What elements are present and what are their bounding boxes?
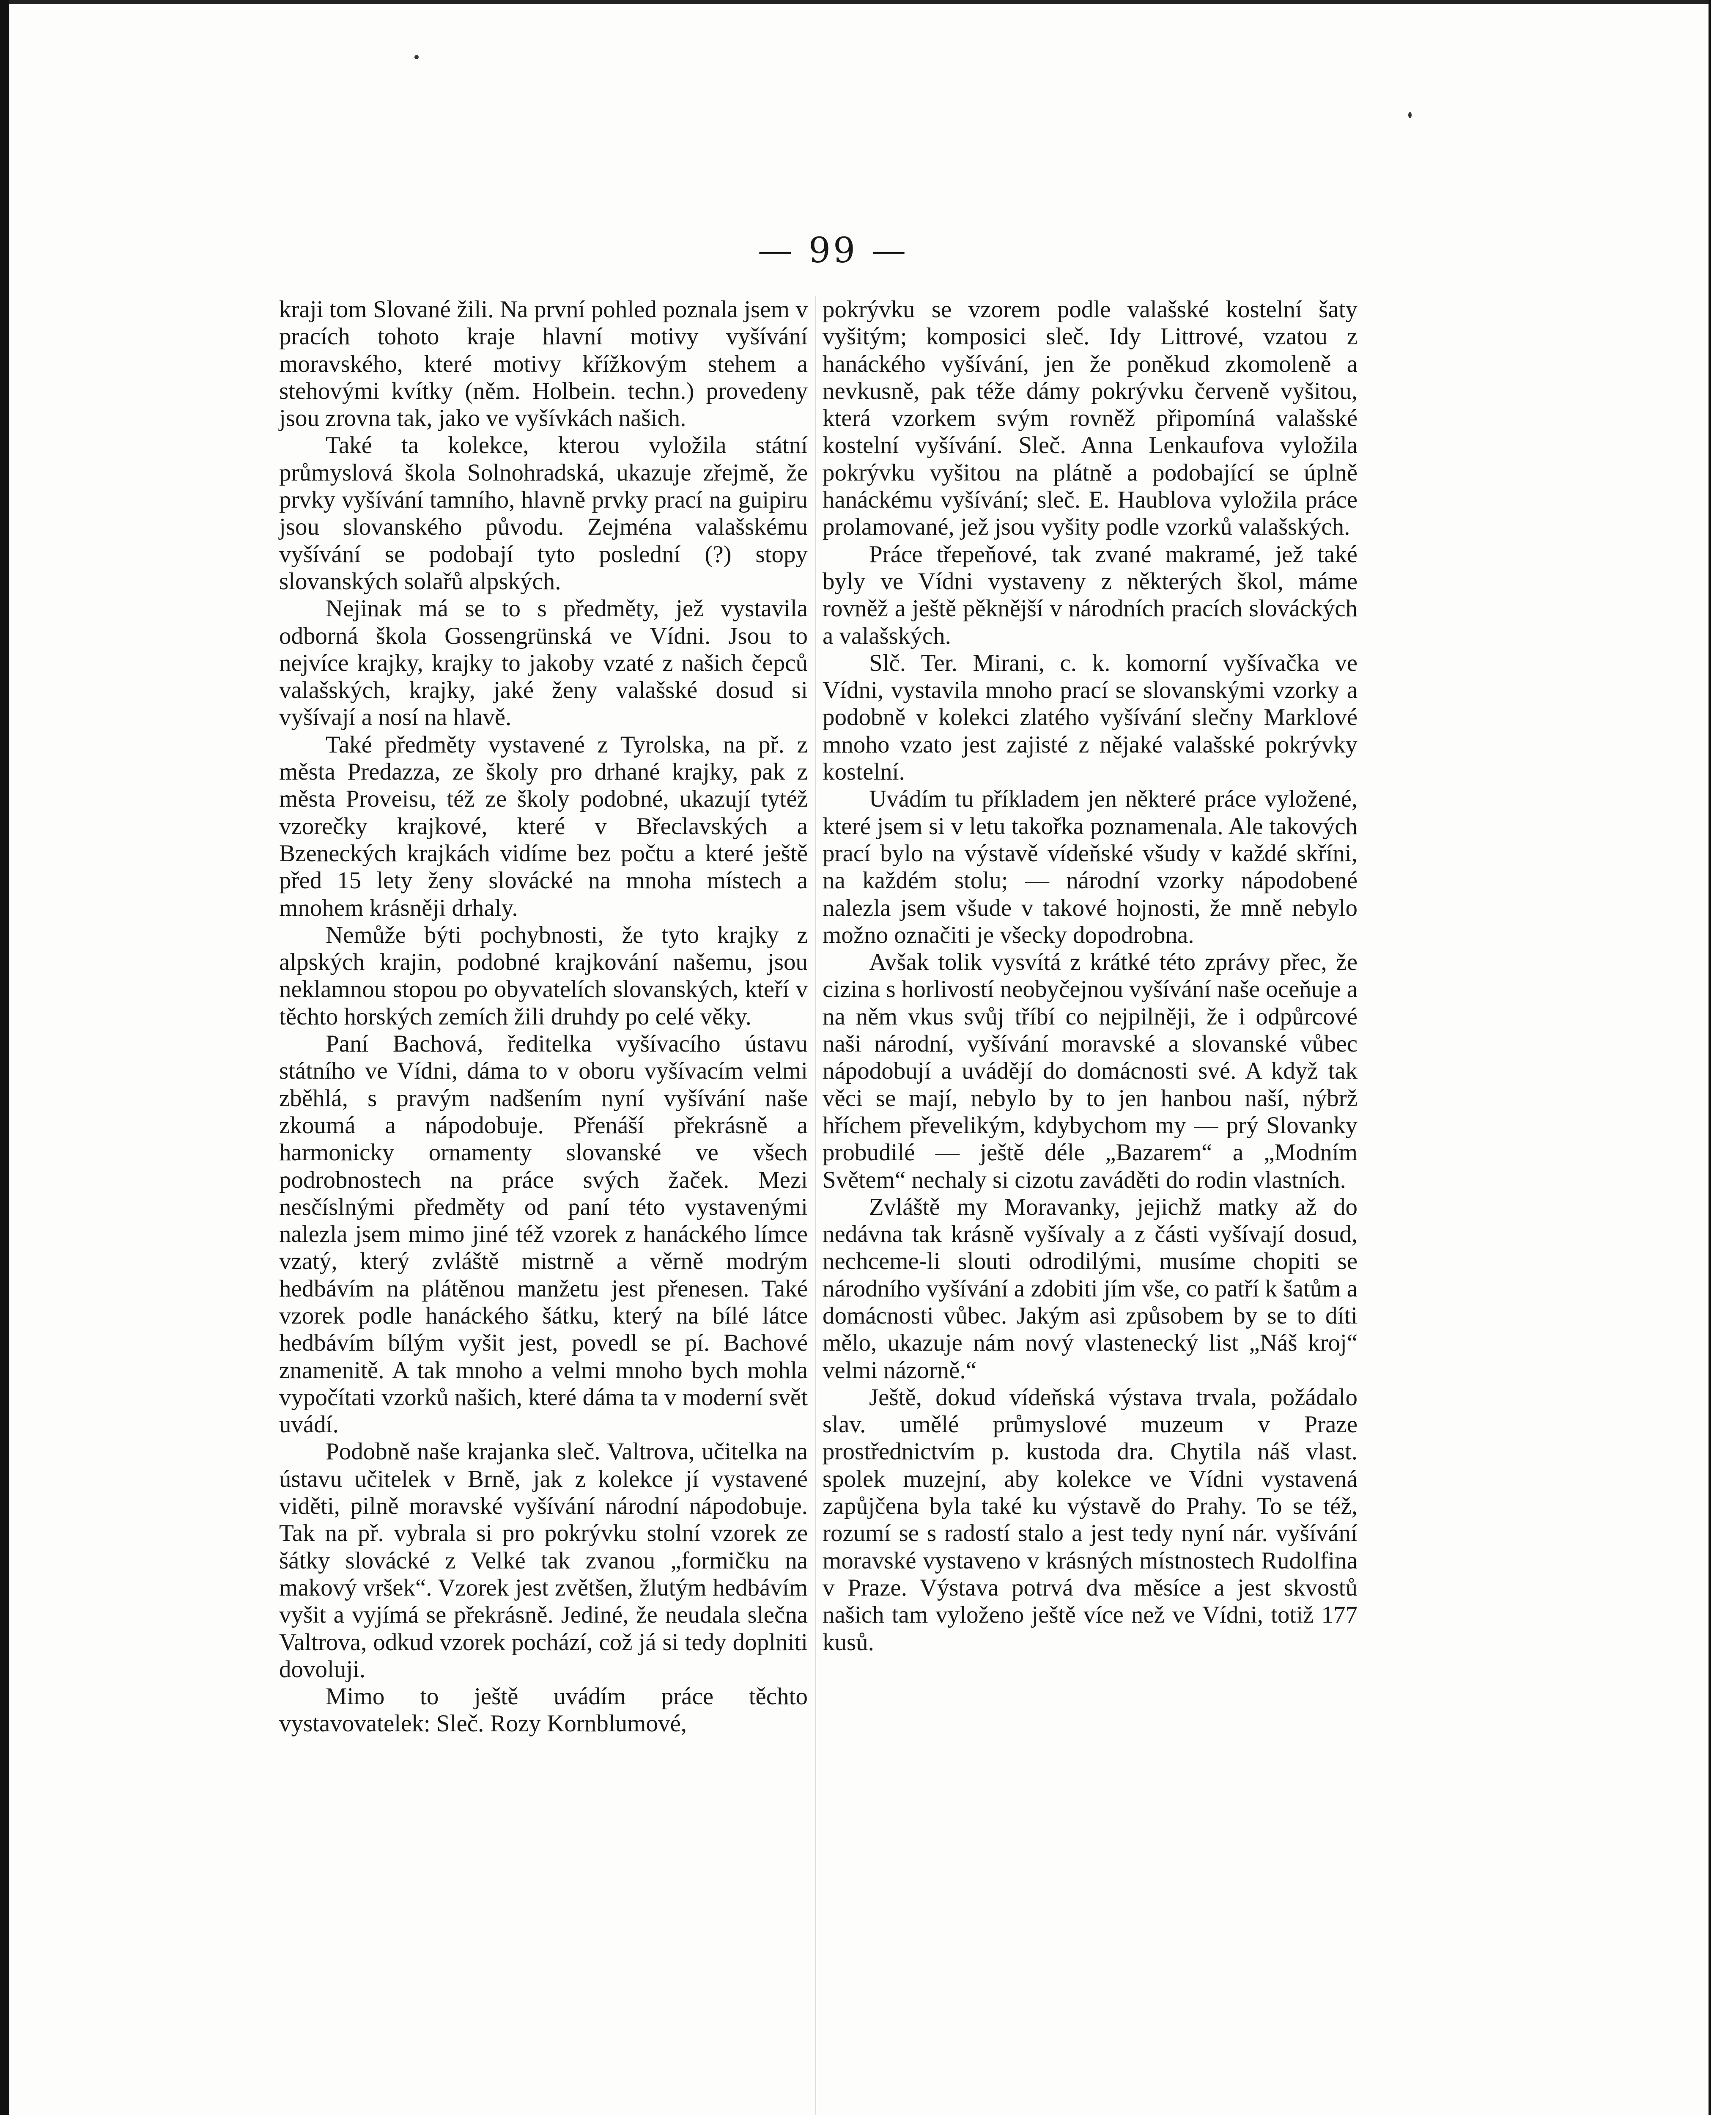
scan-edge-top [0,0,1736,4]
right-paragraph-3: Slč. Ter. Mirani, c. k. komorní vyšívačka ve Vídni, vystavila mnoho prací se slovanskými vzorky a podobně v kolekci zlatého vyšívání slečny Marklové mnoho vzato jest zajisté z nějaké valašské pokrývky kostelní. [823,649,1358,786]
page-number: — 99 — [757,231,909,271]
scan-speck [414,55,419,59]
left-paragraph-3: Nejinak má se to s předměty, jež vystavila odborná škola Gossengrünská ve Vídni. Jsou to nejvíce krajky, krajky to jakoby vzaté z našich čepců valašských, krajky, jaké ženy valašské dosud si vyšívají a nosí na hlavě. [279,595,808,731]
left-paragraph-1: kraji tom Slované žili. Na první pohled poznala jsem v pracích tohoto kraje hlavní motivy vyšívání moravského, které motivy křížkovým stehem a stehovými kvítky (něm. Holbein. techn.) provedeny jsou zrovna tak, jako ve vyšívkách našich. [279,296,808,432]
left-paragraph-6: Paní Bachová, ředitelka vyšívacího ústavu státního ve Vídni, dáma to v oboru vyšívacím velmi zběhlá, s pravým nadšením nyní vyšívání naše zkoumá a nápodobuje. Přenáší překrásně a harmonicky ornamenty slovanské ve všech podrobnostech na práce svých žaček. Mezi nesčíslnými předměty od paní této vystavenými nalezla jsem mimo jiné též vzorek z hanáckého límce vzatý, který zvláště mistrně a věrně modrým hedbávím na plátěnou manžetu jest přenesen. Také vzorek podle hanáckého šátku, který na bílé látce hedbávím bílým vyšit jest, povedl se pí. Bachové znamenitě. A tak mnoho a velmi mnoho bych mohla vypočítati vzorků našich, které dáma ta v moderní svět uvádí. [279,1030,808,1438]
left-paragraph-7: Podobně naše krajanka sleč. Valtrova, učitelka na ústavu učitelek v Brně, jak z kolekce jí vystavené viděti, pilně moravské vyšívání národní nápodobuje. Tak na př. vybrala si pro pokrývku stolní vzorek ze šátky slovácké z Velké tak zvanou „formičku na makový vršek“. Vzorek jest zvětšen, žlutým hedbávím vyšit a vyjímá se překrásně. Jediné, že neudala slečna Valtrova, odkud vzorek pochází, což já si tedy doplniti dovoluji. [279,1438,808,1683]
right-paragraph-7: Ještě, dokud vídeňská výstava trvala, požádalo slav. umělé průmyslové muzeum v Praze prostřednictvím p. kustoda dra. Chytila náš vlast. spolek muzejní, aby kolekce ve Vídni vystavená zapůjčena byla také ku výstavě do Prahy. To se též, rozumí se s radostí stalo a jest tedy nyní nár. vyšívání moravské vystaveno v krásných místnostech Rudolfina v Praze. Výstava potrvá dva měsíce a jest skvostů našich tam vyloženo ještě více než ve Vídni, totiž 177 kusů. [823,1384,1358,1656]
column-divider [815,296,816,2115]
left-paragraph-4: Také předměty vystavené z Tyrolska, na př. z města Predazza, ze školy pro drhané krajky, pak z města Proveisu, též ze školy podobné, ukazují tytéž vzorečky krajkové, které v Břeclavských a Bzeneckých krajkách vidíme bez počtu a které ještě před 15 lety ženy slovácké na mnoha místech a mnohem krásněji drhaly. [279,731,808,921]
scan-edge-left [0,0,9,2115]
scan-speck [1408,112,1412,118]
left-paragraph-5: Nemůže býti pochybnosti, že tyto krajky z alpských krajin, podobné krajkování našemu, jsou neklamnou stopou po obyvatelích slovanských, kteří v těchto horských zemích žili druhdy po celé věky. [279,921,808,1030]
right-paragraph-4: Uvádím tu příkladem jen některé práce vyložené, které jsem si v letu takořka poznamenala. Ale takových prací bylo na výstavě vídeňské všudy v každé skříni, na každém stolu; — národní vzorky nápodobené nalezla jsem všude v takové hojnosti, že mně nebylo možno označiti je všecky dopodrobna. [823,786,1358,948]
right-paragraph-6: Zvláště my Moravanky, jejichž matky až do nedávna tak krásně vyšívaly a z části vyšívají dosud, nechceme-li slouti odrodilými, musíme chopiti se národního vyšívání a zdobiti jím vše, co patří k šatům a domácnosti vůbec. Jakým asi způsobem by se to díti mělo, ukazuje nám nový vlastenecký list „Náš kroj“ velmi názorně.“ [823,1193,1358,1384]
left-column [279,296,808,1738]
left-paragraph-8: Mimo to ještě uvádím práce těchto vystavovatelek: Sleč. Rozy Kornblumové, [279,1683,808,1737]
left-paragraph-2: Také ta kolekce, kterou vyložila státní průmyslová škola Solnohradská, ukazuje zřejmě, že prvky vyšívání tamního, hlavně prvky prací na guipiru jsou slovanského původu. Zejména valašskému vyšívání se podobají tyto poslední (?) stopy slovanských solařů alpských. [279,432,808,595]
right-paragraph-5: Avšak tolik vysvítá z krátké této zprávy přec, že cizina s horlivostí neobyčejnou vyšívání naše oceňuje a na něm vkus svůj tříbí co nejpilněji, že i odpůrcové naši národní, vyšívání moravské a slovanské vůbec nápodobují a uvádějí do domácnosti své. A když tak věci se mají, nebylo by to jen hanbou naší, nýbrž hříchem převelikým, kdybychom my — prý Slovanky probudilé — ještě déle „Bazarem“ a „Modním Světem“ nechaly si cizotu zaváděti do rodin vlastních. [823,949,1358,1193]
right-paragraph-2: Práce třepeňové, tak zvané makramé, jež také byly ve Vídni vystaveny z některých škol, máme rovněž a ještě pěknější v národních pracích slováckých a valašských. [823,541,1358,649]
right-column [823,296,1358,1656]
scan-edge-right [1709,0,1736,2115]
right-paragraph-1: pokrývku se vzorem podle valašské kostelní šaty vyšitým; komposici sleč. Idy Littrové, vzatou z hanáckého vyšívání, jen že poněkud zkomoleně a nevkusně, pak téže dámy pokrývku červeně vyšitou, která vzorkem svým rovněž připomíná valašské kostelní vyšívání. Sleč. Anna Lenkaufova vyložila pokrývku vyšitou na plátně a podobající se úplně hanáckému vyšívání; sleč. E. Haublova vyložila práce prolamované, jež jsou vyšity podle vzorků valašských. [823,296,1358,541]
